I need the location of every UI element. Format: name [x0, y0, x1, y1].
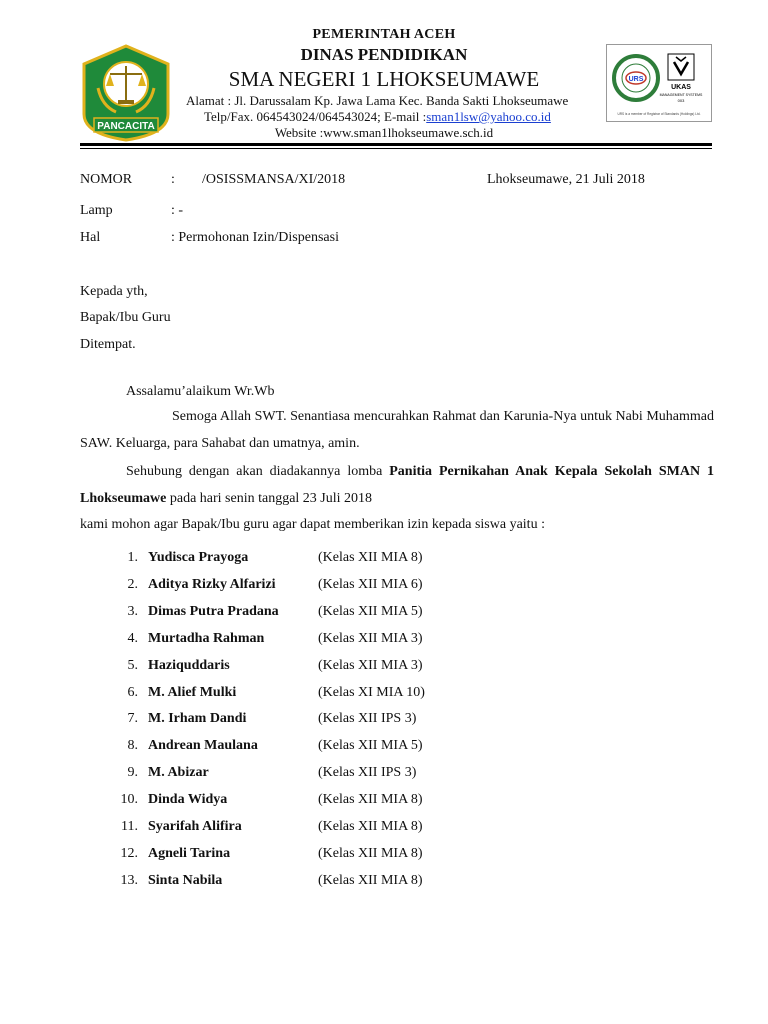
student-class: (Kelas XII MIA 8)	[318, 846, 423, 861]
student-number: 13.	[120, 873, 138, 888]
student-name: M. Alief Mulki	[148, 685, 237, 700]
cert-badge-text: URS	[628, 76, 644, 83]
student-number: 8.	[127, 738, 138, 753]
student-number: 9.	[127, 765, 138, 780]
cert-caption: URS is a member of Registrar of Standards (Holdings) Ltd.	[617, 112, 701, 116]
recipient-line-2: Bapak/Ibu Guru	[80, 310, 171, 325]
lamp-label: Lamp	[80, 203, 113, 218]
contact-line	[204, 109, 551, 125]
greeting: Assalamu’alaikum Wr.Wb	[126, 384, 275, 399]
student-class: (Kelas XII MIA 8)	[318, 550, 423, 565]
student-name: Agneli Tarina	[148, 846, 231, 861]
recipient-line-3: Ditempat.	[80, 337, 136, 352]
student-class: (Kelas XII MIA 8)	[318, 792, 423, 807]
student-number: 5.	[127, 658, 138, 673]
nomor-label: NOMOR	[80, 172, 133, 187]
student-name: Haziquddaris	[148, 658, 230, 673]
student-number: 11.	[121, 819, 138, 834]
paragraph-2-prefix: Sehubung dengan akan diadakannya lomba	[126, 464, 390, 479]
ukas-label: UKAS	[671, 84, 691, 91]
student-name: Andrean Maulana	[148, 738, 258, 753]
email-link[interactable]: sman1lsw@yahoo.co.id	[426, 109, 551, 124]
school-address: Alamat : Jl. Darussalam Kp. Jawa Lama Kec. Banda Sakti Lhokseumawe	[186, 93, 569, 108]
student-name: M. Irham Dandi	[148, 711, 247, 726]
recipient-line-1: Kepada yth,	[80, 284, 148, 299]
header-rule-thick	[80, 143, 712, 146]
student-number: 1.	[127, 550, 138, 565]
ukas-num: 003	[677, 98, 685, 103]
contact-phone: Telp/Fax. 064543024/064543024; E-mail :	[204, 109, 427, 124]
student-class: (Kelas XII IPS 3)	[318, 711, 417, 726]
nomor-colon: :	[171, 172, 175, 187]
student-name: Murtadha Rahman	[148, 631, 265, 646]
department-name: DINAS PENDIDIKAN	[300, 45, 468, 64]
hal-value: : Permohonan Izin/Dispensasi	[171, 230, 339, 245]
student-class: (Kelas XII MIA 8)	[318, 873, 423, 888]
student-class: (Kelas XII MIA 3)	[318, 631, 423, 646]
header-rule-thin	[80, 148, 712, 149]
student-number: 6.	[127, 685, 138, 700]
paragraph-1: Semoga Allah SWT. Senantiasa mencurahkan Rahmat dan Karunia-Nya untuk Nabi Muhammad SAW. Keluarga, para Sahabat dan umatnya, amin.	[80, 409, 714, 451]
student-name: Syarifah Alifira	[148, 819, 242, 834]
student-name: Aditya Rizky Alfarizi	[148, 577, 276, 592]
student-class: (Kelas XII MIA 8)	[318, 819, 423, 834]
student-number: 2.	[127, 577, 138, 592]
student-name: Dimas Putra Pradana	[148, 604, 279, 619]
student-class: (Kelas XII MIA 6)	[318, 577, 423, 592]
paragraph-2-bold: Panitia Pernikahan Anak Kepala Sekolah SMAN 1 Lhokseumawe	[80, 464, 714, 506]
student-class: (Kelas XI MIA 10)	[318, 685, 425, 700]
government-name: PEMERINTAH ACEH	[312, 27, 456, 42]
student-number: 4.	[127, 631, 138, 646]
student-number: 12.	[120, 846, 138, 861]
paragraph-2	[80, 458, 714, 512]
hal-label: Hal	[80, 230, 101, 245]
paragraph-3: kami mohon agar Bapak/Ibu guru agar dapat memberikan izin kepada siswa yaitu :	[80, 517, 545, 532]
school-name: SMA NEGERI 1 LHOKSEUMAWE	[228, 67, 540, 91]
lamp-value: : -	[171, 203, 184, 218]
student-name: Yudisca Prayoga	[148, 550, 249, 565]
student-class: (Kelas XII MIA 5)	[318, 604, 423, 619]
student-class: (Kelas XII MIA 5)	[318, 738, 423, 753]
student-name: Dinda Widya	[148, 792, 228, 807]
website-line: Website :www.sman1lhokseumawe.sch.id	[274, 125, 494, 140]
student-name: M. Abizar	[148, 765, 209, 780]
student-name: Sinta Nabila	[148, 873, 223, 888]
student-number: 10.	[120, 792, 138, 807]
nomor-value: /OSISSMANSA/XI/2018	[202, 172, 346, 187]
paragraph-2-suffix: pada hari senin tanggal 23 Juli 2018	[166, 491, 373, 506]
student-number: 3.	[127, 604, 138, 619]
letter-date: Lhokseumawe, 21 Juli 2018	[487, 172, 645, 187]
student-number: 7.	[127, 711, 138, 726]
ukas-sub: MANAGEMENT SYSTEMS	[659, 93, 703, 97]
pancacita-label: PANCACITA	[97, 121, 155, 132]
student-class: (Kelas XII MIA 3)	[318, 658, 423, 673]
student-class: (Kelas XII IPS 3)	[318, 765, 417, 780]
